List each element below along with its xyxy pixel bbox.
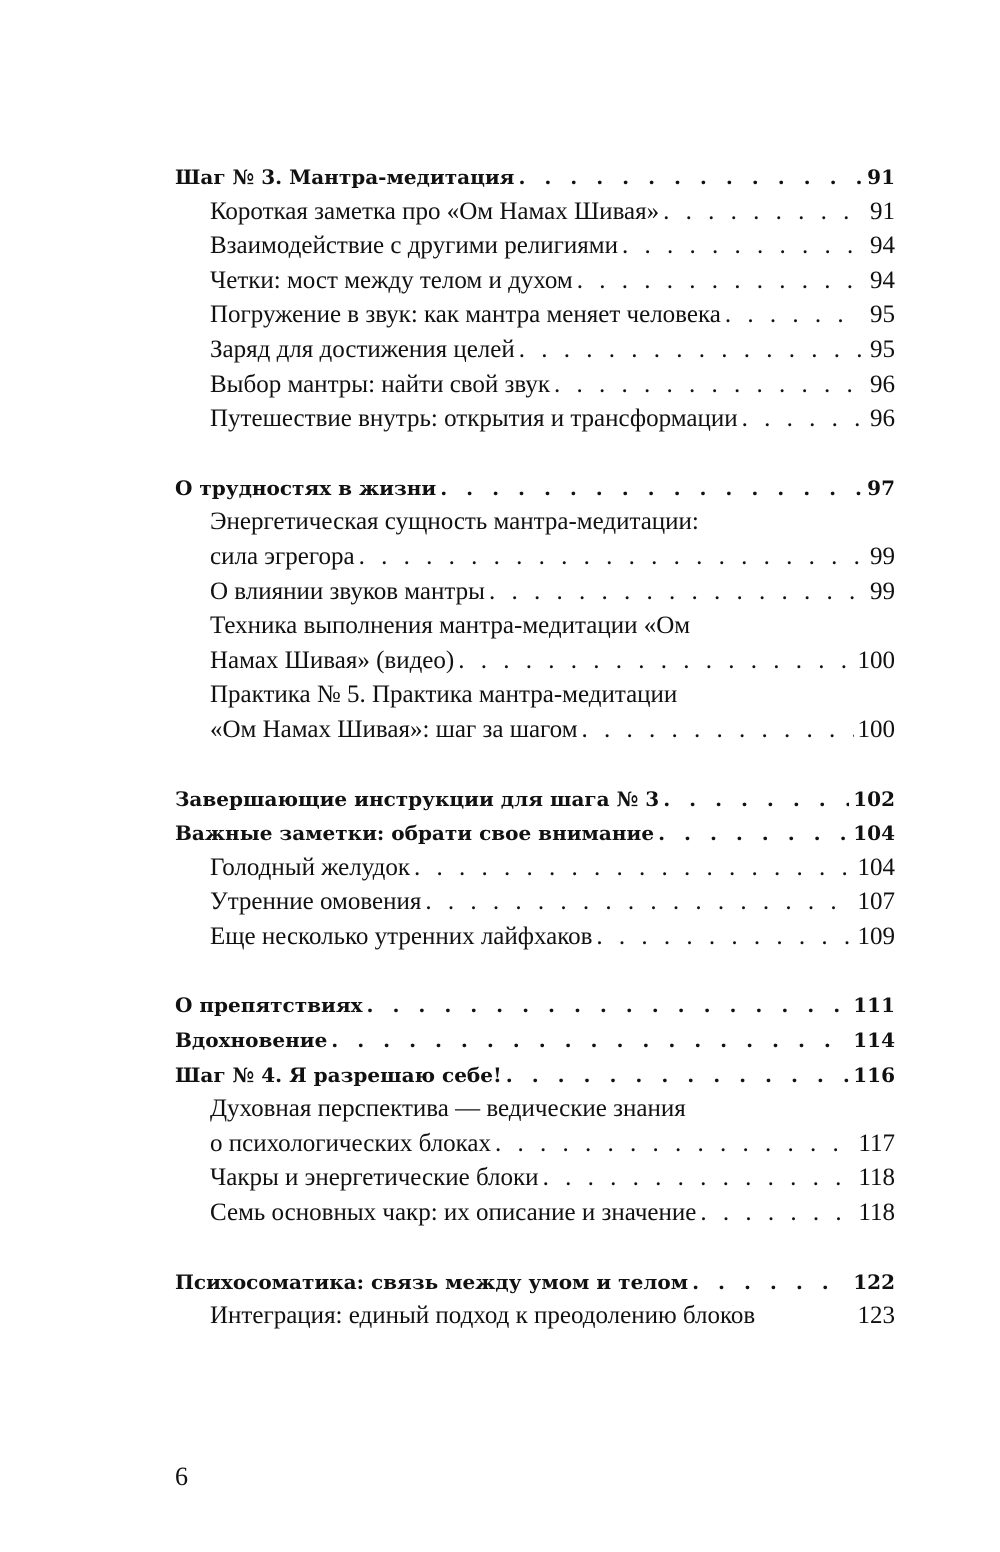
toc-entry-title: Намах Шивая» (видео) bbox=[210, 646, 455, 674]
dot-leader bbox=[489, 575, 861, 610]
toc-entry-title: Вдохновение bbox=[175, 1028, 328, 1053]
toc-entry-page-number: 118 bbox=[858, 1164, 895, 1192]
toc-entry-title: О влиянии звуков мантры bbox=[210, 577, 485, 605]
toc-subsection-entry[interactable] bbox=[175, 1127, 895, 1162]
toc-entry-page-number: 95 bbox=[870, 335, 895, 363]
toc-entry-title: Путешествие внутрь: открытия и трансформации bbox=[210, 405, 738, 433]
toc-subsection-entry[interactable] bbox=[175, 540, 895, 575]
toc-entry-page-number: 123 bbox=[857, 1302, 895, 1330]
toc-entry-title: о психологических блоках bbox=[210, 1129, 492, 1157]
toc-entry-page-number: 95 bbox=[870, 301, 895, 329]
toc-entry-first-line: Практика № 5. Практика мантра-медитации bbox=[210, 681, 678, 709]
toc-entry-title: сила эгрегора bbox=[210, 542, 355, 570]
toc-subsection-entry[interactable] bbox=[175, 1161, 895, 1196]
toc-section-entry[interactable] bbox=[175, 160, 895, 195]
toc-section-entry[interactable] bbox=[175, 471, 895, 506]
toc-entry-first-line: Энергетическая сущность мантра-медитации: bbox=[210, 508, 699, 536]
toc-entry-page-number: 96 bbox=[870, 370, 895, 398]
dot-leader bbox=[663, 782, 849, 817]
toc-section-entry[interactable] bbox=[175, 816, 895, 851]
dot-leader bbox=[543, 1161, 855, 1196]
toc-entry-title: О трудностях в жизни bbox=[175, 475, 437, 500]
dot-leader bbox=[692, 1265, 849, 1300]
toc-entry-title: Четки: мост между телом и духом bbox=[210, 266, 573, 294]
dot-leader bbox=[519, 333, 861, 368]
toc-entry-first-line: Техника выполнения мантра-медитации «Ом bbox=[210, 612, 691, 640]
dot-leader bbox=[425, 885, 853, 920]
dot-leader bbox=[622, 229, 861, 264]
toc-group bbox=[175, 988, 895, 1230]
toc-section-entry[interactable] bbox=[175, 1265, 895, 1300]
toc-subsection-entry[interactable] bbox=[175, 575, 895, 610]
toc-entry-title: Голодный желудок bbox=[210, 853, 411, 881]
toc-entry-page-number: 104 bbox=[853, 821, 895, 846]
toc-subsection-entry[interactable] bbox=[175, 264, 895, 299]
toc-subsection-entry[interactable] bbox=[175, 1196, 895, 1231]
toc-entry-page-number: 118 bbox=[858, 1199, 895, 1227]
toc-subsection-entry[interactable] bbox=[175, 1299, 895, 1334]
dot-leader bbox=[700, 1196, 854, 1231]
toc-entry-page-number: 91 bbox=[870, 197, 895, 225]
toc-entry-page-number: 107 bbox=[857, 888, 895, 916]
toc-entry-title: Погружение в звук: как мантра меняет человека bbox=[210, 301, 721, 329]
dot-leader bbox=[495, 1127, 854, 1162]
toc-entry-page-number: 116 bbox=[853, 1062, 895, 1087]
dot-leader bbox=[658, 816, 849, 851]
toc-section-entry[interactable] bbox=[175, 988, 895, 1023]
toc-subsection-entry[interactable] bbox=[175, 713, 895, 748]
table-of-contents bbox=[175, 160, 895, 1334]
toc-entry-title: «Ом Намах Шивая»: шаг за шагом bbox=[210, 715, 578, 743]
toc-subsection-entry[interactable] bbox=[175, 885, 895, 920]
toc-entry-title: Короткая заметка про «Ом Намах Шивая» bbox=[210, 197, 660, 225]
toc-group bbox=[175, 782, 895, 955]
toc-group bbox=[175, 160, 895, 437]
dot-leader bbox=[458, 644, 853, 679]
dot-leader bbox=[414, 851, 853, 886]
toc-subsection-entry[interactable] bbox=[175, 229, 895, 264]
toc-entry-page-number: 114 bbox=[853, 1028, 895, 1053]
toc-entry-page-number: 96 bbox=[870, 405, 895, 433]
toc-entry-title: Взаимодействие с другими религиями bbox=[210, 232, 618, 260]
dot-leader bbox=[554, 368, 861, 403]
toc-entry-title: Важные заметки: обрати свое внимание bbox=[175, 821, 655, 846]
toc-entry-title: Психосоматика: связь между умом и телом bbox=[175, 1269, 689, 1294]
toc-subsection-entry[interactable] bbox=[175, 195, 895, 230]
toc-entry-page-number: 102 bbox=[853, 786, 895, 811]
toc-entry-title: Чакры и энергетические блоки bbox=[210, 1164, 539, 1192]
dot-leader bbox=[506, 1058, 849, 1093]
toc-entry-title: Завершающие инструкции для шага № 3 bbox=[175, 786, 660, 811]
toc-subsection-entry[interactable] bbox=[175, 298, 895, 333]
toc-entry-page-number: 99 bbox=[870, 577, 895, 605]
toc-entry-title: Утренние омовения bbox=[210, 888, 422, 916]
dot-leader bbox=[367, 988, 850, 1023]
page-number: 6 bbox=[175, 1462, 188, 1491]
toc-entry-title: Заряд для достижения целей bbox=[210, 335, 515, 363]
toc-entry-title: Семь основных чакр: их описание и значение bbox=[210, 1199, 697, 1227]
toc-subsection-entry[interactable] bbox=[175, 851, 895, 886]
dot-leader bbox=[577, 264, 861, 299]
toc-section-entry[interactable] bbox=[175, 1023, 895, 1058]
toc-subsection-entry[interactable] bbox=[175, 368, 895, 403]
toc-subsection-entry[interactable] bbox=[175, 920, 895, 955]
toc-entry-title: Выбор мантры: найти свой звук bbox=[210, 370, 551, 398]
toc-entry-title: Шаг № 3. Мантра-медитация bbox=[175, 165, 515, 189]
toc-section-entry[interactable] bbox=[175, 1058, 895, 1093]
toc-subsection-entry[interactable] bbox=[175, 402, 895, 437]
dot-leader bbox=[663, 195, 861, 230]
toc-entry-title: Шаг № 4. Я разрешаю себе! bbox=[175, 1062, 502, 1087]
toc-entry-title: Интеграция: единый подход к преодолению блоков bbox=[210, 1302, 756, 1330]
toc-group bbox=[175, 471, 895, 748]
dot-leader bbox=[742, 402, 861, 437]
dot-leader bbox=[582, 713, 854, 748]
toc-entry-title: Еще несколько утренних лайфхаков bbox=[210, 922, 593, 950]
toc-entry-first-line: Духовная перспектива — ведические знания bbox=[210, 1095, 686, 1123]
toc-subsection-entry[interactable] bbox=[175, 333, 895, 368]
toc-entry-page-number: 109 bbox=[857, 922, 895, 950]
toc-entry-page-number: 94 bbox=[870, 266, 895, 294]
toc-entry-page-number: 122 bbox=[853, 1269, 895, 1294]
dot-leader bbox=[331, 1023, 849, 1058]
toc-entry-page-number: 111 bbox=[853, 993, 895, 1018]
dot-leader bbox=[725, 298, 861, 333]
dot-leader bbox=[596, 920, 853, 955]
dot-leader bbox=[440, 471, 861, 506]
toc-subsection-entry[interactable] bbox=[175, 644, 895, 679]
toc-group bbox=[175, 1265, 895, 1334]
toc-entry-page-number: 91 bbox=[867, 165, 895, 189]
dot-leader bbox=[359, 540, 861, 575]
toc-entry-page-number: 104 bbox=[857, 853, 895, 881]
toc-entry-page-number: 100 bbox=[857, 715, 895, 743]
toc-entry-page-number: 97 bbox=[867, 475, 895, 500]
toc-entry-page-number: 94 bbox=[870, 232, 895, 260]
toc-entry-page-number: 117 bbox=[858, 1129, 895, 1157]
toc-entry-title: О препятствиях bbox=[175, 993, 363, 1018]
dot-leader bbox=[518, 160, 861, 195]
toc-entry-page-number: 100 bbox=[857, 646, 895, 674]
toc-entry-page-number: 99 bbox=[870, 542, 895, 570]
toc-section-entry[interactable] bbox=[175, 782, 895, 817]
